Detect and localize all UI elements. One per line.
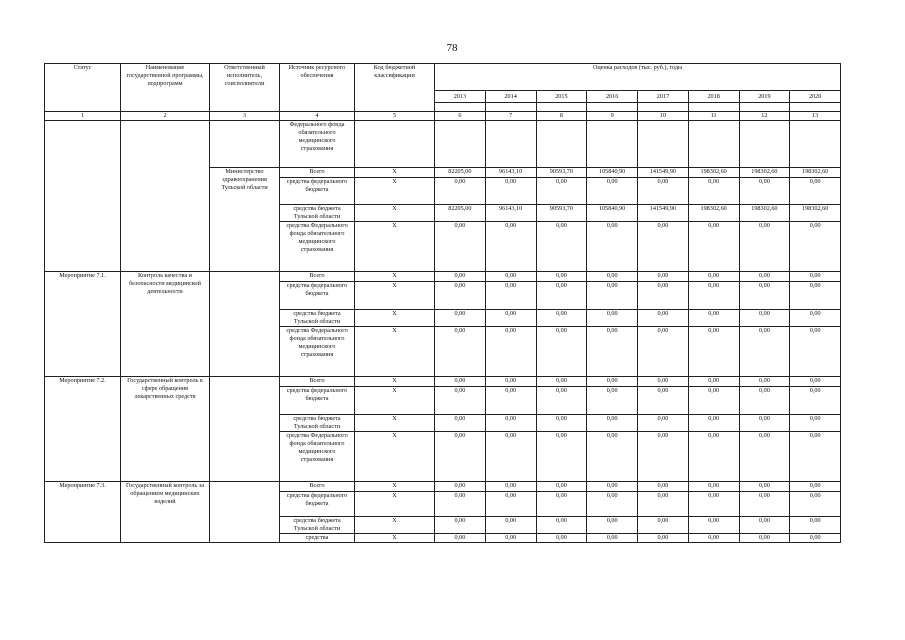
value-cell: 0,00 — [536, 310, 587, 327]
source-cell: средства бюджета Тульской области — [280, 517, 355, 534]
value-cell: 0,00 — [536, 534, 587, 543]
table-row — [45, 272, 841, 282]
value-cell: 90593,70 — [536, 168, 587, 178]
budget-code-cell: Х — [355, 222, 435, 272]
value-cell: 0,00 — [587, 178, 638, 205]
program-name-cell: Государственный контроль за обращением медицинских изделий — [121, 482, 210, 543]
budget-code-cell: Х — [355, 534, 435, 543]
value-cell: 0,00 — [536, 517, 587, 534]
column-index: 9 — [587, 112, 638, 121]
value-cell: 0,00 — [688, 415, 739, 432]
value-cell: 0,00 — [790, 178, 841, 205]
value-cell: 0,00 — [790, 482, 841, 492]
value-cell: 0,00 — [790, 282, 841, 310]
value-cell: 0,00 — [688, 492, 739, 517]
source-cell: средства федерального бюджета — [280, 178, 355, 205]
budget-code-cell: Х — [355, 168, 435, 178]
executor-cell — [210, 482, 280, 543]
column-index-row — [45, 112, 841, 121]
column-index: 1 — [45, 112, 121, 121]
value-cell: 0,00 — [688, 517, 739, 534]
source-cell: средства Федерального фонда обязательного медицинского страхования — [280, 432, 355, 482]
value-cell: 0,00 — [688, 534, 739, 543]
value-cell: 0,00 — [638, 482, 689, 492]
executor-cell — [210, 272, 280, 377]
value-cell: 0,00 — [485, 517, 536, 534]
value-cell: 0,00 — [435, 272, 486, 282]
value-cell: 0,00 — [790, 534, 841, 543]
value-cell: 141549,90 — [638, 205, 689, 222]
value-cell: 96143,10 — [485, 205, 536, 222]
value-cell — [587, 121, 638, 168]
value-cell: 198302,60 — [790, 205, 841, 222]
budget-code-cell: Х — [355, 310, 435, 327]
value-cell: 0,00 — [790, 415, 841, 432]
value-cell: 0,00 — [688, 310, 739, 327]
column-index: 11 — [688, 112, 739, 121]
value-cell: 0,00 — [790, 492, 841, 517]
value-cell: 0,00 — [435, 327, 486, 377]
source-cell: средства — [280, 534, 355, 543]
value-cell: 0,00 — [587, 534, 638, 543]
value-cell: 0,00 — [739, 492, 790, 517]
header-year: 2018 — [688, 91, 739, 103]
value-cell: 0,00 — [688, 178, 739, 205]
value-cell: 0,00 — [435, 492, 486, 517]
value-cell: 0,00 — [688, 327, 739, 377]
value-cell: 0,00 — [536, 178, 587, 205]
source-cell: средства федерального бюджета — [280, 282, 355, 310]
value-cell — [739, 121, 790, 168]
value-cell: 0,00 — [587, 415, 638, 432]
header-status: Статус — [45, 64, 121, 112]
value-cell: 105840,90 — [587, 168, 638, 178]
value-cell: 0,00 — [485, 222, 536, 272]
value-cell: 0,00 — [739, 387, 790, 415]
value-cell: 0,00 — [435, 432, 486, 482]
value-cell: 0,00 — [536, 272, 587, 282]
value-cell: 0,00 — [638, 377, 689, 387]
value-cell: 0,00 — [739, 517, 790, 534]
value-cell: 0,00 — [739, 178, 790, 205]
value-cell: 0,00 — [435, 377, 486, 387]
executor-cell — [210, 121, 280, 168]
value-cell: 198302,60 — [739, 205, 790, 222]
value-cell: 0,00 — [435, 482, 486, 492]
budget-code-cell: Х — [355, 387, 435, 415]
value-cell: 0,00 — [485, 310, 536, 327]
value-cell: 0,00 — [485, 415, 536, 432]
value-cell: 0,00 — [435, 178, 486, 205]
source-cell: средства бюджета Тульской области — [280, 205, 355, 222]
value-cell: 0,00 — [485, 272, 536, 282]
value-cell: 0,00 — [638, 310, 689, 327]
value-cell: 0,00 — [638, 282, 689, 310]
value-cell: 0,00 — [688, 432, 739, 482]
table-row — [45, 482, 841, 492]
budget-code-cell: Х — [355, 432, 435, 482]
value-cell: 0,00 — [790, 387, 841, 415]
source-cell: средства федерального бюджета — [280, 387, 355, 415]
budget-code-cell: Х — [355, 272, 435, 282]
value-cell: 0,00 — [587, 222, 638, 272]
value-cell: 90593,70 — [536, 205, 587, 222]
source-cell: Всего — [280, 272, 355, 282]
status-cell: Мероприятие 7.1. — [45, 272, 121, 377]
column-index: 10 — [638, 112, 689, 121]
header-estimate: Оценка расходов (тыс. руб.), годы — [435, 64, 841, 91]
value-cell: 198302,60 — [688, 205, 739, 222]
value-cell: 0,00 — [485, 282, 536, 310]
budget-code-cell: Х — [355, 377, 435, 387]
value-cell — [485, 121, 536, 168]
column-index: 12 — [739, 112, 790, 121]
value-cell: 0,00 — [688, 377, 739, 387]
value-cell: 0,00 — [485, 327, 536, 377]
source-cell: средства бюджета Тульской области — [280, 415, 355, 432]
column-index: 8 — [536, 112, 587, 121]
column-index: 6 — [435, 112, 486, 121]
header-year: 2013 — [435, 91, 486, 103]
value-cell: 0,00 — [536, 415, 587, 432]
value-cell: 82205,00 — [435, 168, 486, 178]
value-cell: 198302,60 — [790, 168, 841, 178]
value-cell: 0,00 — [587, 282, 638, 310]
value-cell: 198302,60 — [739, 168, 790, 178]
value-cell: 0,00 — [536, 492, 587, 517]
value-cell: 0,00 — [739, 377, 790, 387]
header-source: Источник ресурсного обеспечения — [280, 64, 355, 112]
column-index: 4 — [280, 112, 355, 121]
value-cell: 0,00 — [435, 415, 486, 432]
source-cell: средства бюджета Тульской области — [280, 310, 355, 327]
program-name-cell: Государственный контроль в сфере обращения лекарственных средств — [121, 377, 210, 482]
value-cell: 0,00 — [435, 222, 486, 272]
value-cell: 0,00 — [587, 310, 638, 327]
source-cell: Всего — [280, 377, 355, 387]
value-cell: 0,00 — [587, 432, 638, 482]
status-cell — [45, 121, 121, 272]
header-year: 2016 — [587, 91, 638, 103]
table-row — [45, 121, 841, 168]
header-executor: Ответственный исполнитель, соисполнители — [210, 64, 280, 112]
value-cell: 0,00 — [790, 327, 841, 377]
value-cell — [435, 121, 486, 168]
value-cell: 0,00 — [485, 482, 536, 492]
value-cell: 0,00 — [485, 432, 536, 482]
header-year: 2017 — [638, 91, 689, 103]
value-cell: 0,00 — [587, 377, 638, 387]
source-cell: Всего — [280, 168, 355, 178]
executor-cell — [210, 377, 280, 482]
value-cell: 0,00 — [536, 222, 587, 272]
value-cell: 0,00 — [790, 377, 841, 387]
header-year: 2014 — [485, 91, 536, 103]
value-cell: 0,00 — [739, 282, 790, 310]
value-cell: 0,00 — [739, 327, 790, 377]
value-cell: 198302,60 — [688, 168, 739, 178]
value-cell: 0,00 — [435, 387, 486, 415]
value-cell: 0,00 — [485, 492, 536, 517]
value-cell: 0,00 — [536, 282, 587, 310]
value-cell: 141549,90 — [638, 168, 689, 178]
budget-code-cell: Х — [355, 482, 435, 492]
value-cell — [638, 121, 689, 168]
value-cell: 105840,90 — [587, 205, 638, 222]
program-name-cell: Контроль качества и безопасности медицинской деятельности — [121, 272, 210, 377]
value-cell — [790, 121, 841, 168]
header-budget-code: Код бюджетной классификации — [355, 64, 435, 112]
budget-code-cell: Х — [355, 327, 435, 377]
column-index: 3 — [210, 112, 280, 121]
executor-cell: Министерство здравоохранения Тульской области — [210, 168, 280, 272]
value-cell: 0,00 — [739, 482, 790, 492]
value-cell: 0,00 — [638, 327, 689, 377]
value-cell: 0,00 — [435, 517, 486, 534]
header-year: 2020 — [790, 91, 841, 103]
value-cell: 0,00 — [536, 387, 587, 415]
source-cell: средства Федерального фонда обязательного медицинского страхования — [280, 222, 355, 272]
value-cell: 0,00 — [485, 534, 536, 543]
budget-code-cell: Х — [355, 178, 435, 205]
value-cell: 0,00 — [739, 310, 790, 327]
value-cell: 0,00 — [587, 482, 638, 492]
value-cell: 0,00 — [739, 222, 790, 272]
value-cell: 0,00 — [688, 482, 739, 492]
value-cell: 0,00 — [435, 534, 486, 543]
value-cell: 0,00 — [790, 432, 841, 482]
page-number: 78 — [446, 42, 458, 54]
budget-code-cell: Х — [355, 205, 435, 222]
value-cell: 0,00 — [638, 492, 689, 517]
value-cell: 0,00 — [688, 387, 739, 415]
value-cell: 0,00 — [638, 272, 689, 282]
header-row — [45, 64, 841, 91]
budget-code-cell: Х — [355, 492, 435, 517]
source-cell: Всего — [280, 482, 355, 492]
value-cell: 0,00 — [739, 534, 790, 543]
value-cell: 0,00 — [587, 272, 638, 282]
value-cell: 0,00 — [587, 517, 638, 534]
column-index: 2 — [121, 112, 210, 121]
status-cell: Мероприятие 7.3. — [45, 482, 121, 543]
value-cell: 0,00 — [739, 272, 790, 282]
value-cell: 0,00 — [536, 327, 587, 377]
value-cell — [536, 121, 587, 168]
program-name-cell — [121, 121, 210, 272]
value-cell: 0,00 — [638, 222, 689, 272]
budget-code-cell: Х — [355, 415, 435, 432]
source-cell: Федерального фонда обязательного медицинского страхования — [280, 121, 355, 168]
value-cell: 0,00 — [638, 178, 689, 205]
value-cell: 0,00 — [688, 272, 739, 282]
table-row — [45, 377, 841, 387]
value-cell: 96143,10 — [485, 168, 536, 178]
value-cell: 0,00 — [638, 534, 689, 543]
value-cell: 0,00 — [536, 377, 587, 387]
value-cell: 0,00 — [485, 178, 536, 205]
header-year: 2015 — [536, 91, 587, 103]
value-cell: 0,00 — [790, 272, 841, 282]
status-cell: Мероприятие 7.2. — [45, 377, 121, 482]
value-cell: 0,00 — [739, 432, 790, 482]
source-cell: средства федерального бюджета — [280, 492, 355, 517]
column-index: 7 — [485, 112, 536, 121]
value-cell: 0,00 — [485, 377, 536, 387]
value-cell: 0,00 — [587, 387, 638, 415]
header-year: 2019 — [739, 91, 790, 103]
budget-table — [44, 63, 841, 543]
value-cell: 0,00 — [739, 415, 790, 432]
header-program-name: Наименование государственной программы, подпрограмм — [121, 64, 210, 112]
value-cell: 0,00 — [638, 387, 689, 415]
value-cell: 0,00 — [536, 482, 587, 492]
source-cell: средства Федерального фонда обязательного медицинского страхования — [280, 327, 355, 377]
value-cell: 0,00 — [587, 492, 638, 517]
value-cell: 0,00 — [587, 327, 638, 377]
value-cell: 0,00 — [790, 517, 841, 534]
column-index: 5 — [355, 112, 435, 121]
value-cell: 0,00 — [790, 222, 841, 272]
budget-code-cell — [355, 121, 435, 168]
value-cell — [688, 121, 739, 168]
value-cell: 0,00 — [688, 282, 739, 310]
value-cell: 0,00 — [688, 222, 739, 272]
budget-code-cell: Х — [355, 282, 435, 310]
value-cell: 0,00 — [435, 282, 486, 310]
value-cell: 0,00 — [638, 415, 689, 432]
value-cell: 0,00 — [485, 387, 536, 415]
value-cell: 0,00 — [638, 432, 689, 482]
value-cell: 0,00 — [790, 310, 841, 327]
value-cell: 0,00 — [536, 432, 587, 482]
budget-code-cell: Х — [355, 517, 435, 534]
column-index: 13 — [790, 112, 841, 121]
value-cell: 0,00 — [638, 517, 689, 534]
value-cell: 82205,00 — [435, 205, 486, 222]
value-cell: 0,00 — [435, 310, 486, 327]
